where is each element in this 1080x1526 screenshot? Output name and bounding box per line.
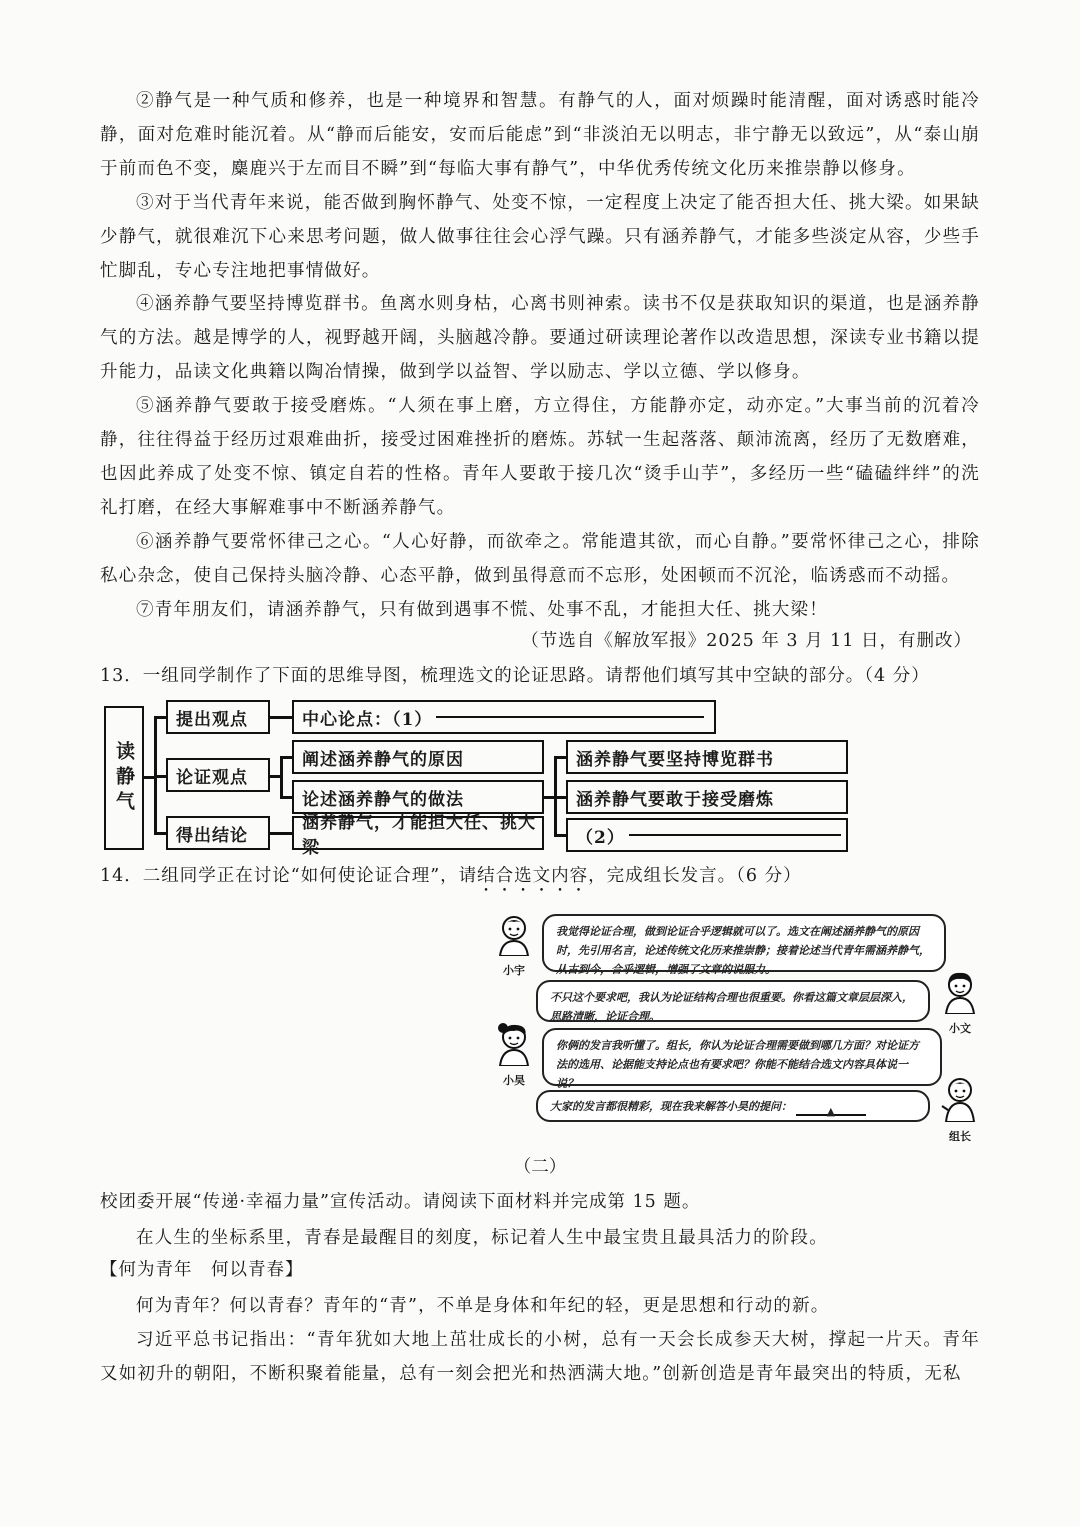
bubble-xiaohao: 你俩的发言我听懂了。组长，你认为论证合理需要做到哪几方面？对论证方法的选用、论据能支持论点也有要求吧？你能不能结合选文内容具体说一说？: [542, 1028, 942, 1086]
connector: [280, 756, 283, 797]
connector: [154, 832, 166, 835]
q14-text-1: 14．二组同学正在讨论“: [100, 866, 301, 886]
question-14: [100, 861, 802, 896]
q14-text-2: ”，请: [430, 866, 478, 886]
paragraph-5: ⑤涵养静气要敢于接受磨炼。“人须在事上磨，方立得住，方能静亦定，动亦定。”大事当前的沉着冷静，往往得益于经历过艰难曲折，接受过困难挫折的磨炼。苏轼一生起落落、颠沛流离，经历了无数磨难，也因此养成了处变不惊、镇定自若的性格。青年人要敢于接几次“烫手山芋”，多经历一些“磕磕绊绊”的洗礼打磨，在经大事解难事中不断涵养静气。: [100, 396, 980, 518]
speaker-label: 小文: [949, 1022, 971, 1035]
node-argue: 论证观点: [166, 758, 270, 792]
section-paragraph-1: 在人生的坐标系里，青春是最醒目的刻度，标记着人生中最宝贵且最具活力的阶段。: [136, 1228, 828, 1248]
answer-blank-1[interactable]: [436, 716, 704, 718]
section-paragraph-2: 何为青年？何以青春？青年的“青”，不单是身体和年纪的轻，更是思想和行动的新。: [136, 1296, 830, 1316]
connector: [154, 716, 166, 719]
section-title: （二）: [513, 1157, 567, 1177]
question-13: 13．一组同学制作了下面的思维导图，梳理选文的论证思路。请帮他们填写其中空缺的部分。（4 分）: [100, 666, 930, 686]
connector: [554, 756, 566, 759]
girl-icon: [940, 970, 980, 1014]
avatar-xiaohao: [494, 1022, 534, 1088]
connector: [270, 716, 292, 719]
speaker-label: 组长: [949, 1130, 971, 1143]
node-conclude: 得出结论: [166, 816, 270, 850]
connector: [554, 796, 566, 799]
connector: [280, 796, 292, 799]
node-method-3: [566, 818, 848, 852]
q14-emphasis-1: 如何使论证合理: [300, 866, 431, 886]
connector: [154, 775, 166, 778]
bubble-leader: [536, 1090, 930, 1122]
paragraph-4: ④涵养静气要坚持博览群书。鱼离水则身枯，心离书则神索。读书不仅是获取知识的渠道，也是涵养静气的方法。越是博学的人，视野越开阔，头脑越冷静。要通过研读理论著作以改造思想，深读专业书籍以提升能力，品读文化典籍以陶冶情操，做到学以益智、学以励志、学以立德、学以修身。: [100, 294, 980, 382]
bubble-xiaowen: 不只这个要求吧，我认为论证结构合理也很重要。你看这篇文章层层深入，思路清晰，论证合理。: [536, 980, 930, 1022]
node-conclusion: 涵养静气，才能担大任、挑大梁: [292, 816, 544, 850]
answer-blank-3[interactable]: [796, 1102, 866, 1116]
node-method-2: 涵养静气要敢于接受磨炼: [566, 780, 848, 814]
node-propose: 提出观点: [166, 700, 270, 734]
thesis-label: 中心论点：（1）: [302, 709, 433, 730]
avatar-xiaoyu: [494, 914, 534, 978]
boy-icon: [494, 914, 534, 956]
q14-emphasis-2: 结合选文内容: [477, 866, 589, 886]
section-paragraph-3: 习近平总书记指出：“青年犹如大地上茁壮成长的小树，总有一天会长成参天大树，撑起一片天。青年又如初升的朝阳，不断积聚着能量，总有一刻会把光和热洒满大地。”创新创造是青年最突出的特质，无私: [100, 1330, 980, 1384]
answer-blank-2[interactable]: [629, 834, 841, 836]
node-reason: 阐述涵养静气的原因: [292, 740, 544, 774]
leader-text: 大家的发言都很精彩，现在我来解答小昊的提问：: [550, 1100, 792, 1113]
mindmap-root: 读静气: [104, 706, 144, 850]
avatar-leader: [940, 1076, 980, 1144]
section-heading: 【何为青年 何以青春】: [100, 1260, 304, 1280]
paragraph-7: ⑦青年朋友们，请涵养静气，只有做到遇事不慌、处事不乱，才能担大任、挑大梁！: [136, 600, 828, 620]
connector: [280, 756, 292, 759]
blank-2-label: （2）: [576, 827, 625, 848]
leader-icon: [940, 1076, 980, 1122]
q14-text-3: ，完成组长发言。（6 分）: [588, 866, 802, 886]
section-intro: 校团委开展“传递·幸福力量”宣传活动。请阅读下面材料并完成第 15 题。: [100, 1192, 701, 1212]
paragraph-2: ②静气是一种气质和修养，也是一种境界和智慧。有静气的人，面对烦躁时能清醒，面对诱惑时能冷静，面对危难时能沉着。从“静而后能安，安而后能虑”到“非淡泊无以明志，非宁静无以致远”，从“泰山崩于前而色不变，麋鹿兴于左而目不瞬”到“每临大事有静气”，中华优秀传统文化历来推崇静以修身。: [100, 91, 980, 179]
node-method: 论述涵养静气的做法: [292, 780, 544, 814]
connector: [270, 832, 292, 835]
speaker-label: 小昊: [503, 1074, 525, 1087]
node-method-1: 涵养静气要坚持博览群书: [566, 740, 848, 774]
connector: [554, 834, 566, 837]
avatar-xiaowen: [940, 970, 980, 1036]
girl-ponytail-icon: [494, 1022, 534, 1066]
bubble-xiaoyu: 我觉得论证合理，做到论证合乎逻辑就可以了。选文在阐述涵养静气的原因时，先引用名言，论述传统文化历来推崇静；接着论述当代青年需涵养静气，从古到今，合乎逻辑，增强了文章的说服力。: [542, 914, 946, 972]
triangle-marker: ▲: [826, 1105, 836, 1118]
source-citation: （节选自《解放军报》2025 年 3 月 11 日，有删改）: [521, 631, 972, 651]
node-thesis: [292, 700, 716, 734]
paragraph-3: ③对于当代青年来说，能否做到胸怀静气、处变不惊，一定程度上决定了能否担大任、挑大梁。如果缺少静气，就很难沉下心来思考问题，做人做事往往会心浮气躁。只有涵养静气，才能多些淡定从容，少些手忙脚乱，专心专注地把事情做好。: [100, 193, 980, 281]
paragraph-6: ⑥涵养静气要常怀律己之心。“人心好静，而欲牵之。常能遣其欲，而心自静。”要常怀律己之心，排除私心杂念，使自己保持头脑冷静、心态平静，做到虽得意而不忘形，处困顿而不沉沦，临诱惑而不动摇。: [100, 532, 980, 586]
speaker-label: 小宇: [503, 964, 525, 977]
